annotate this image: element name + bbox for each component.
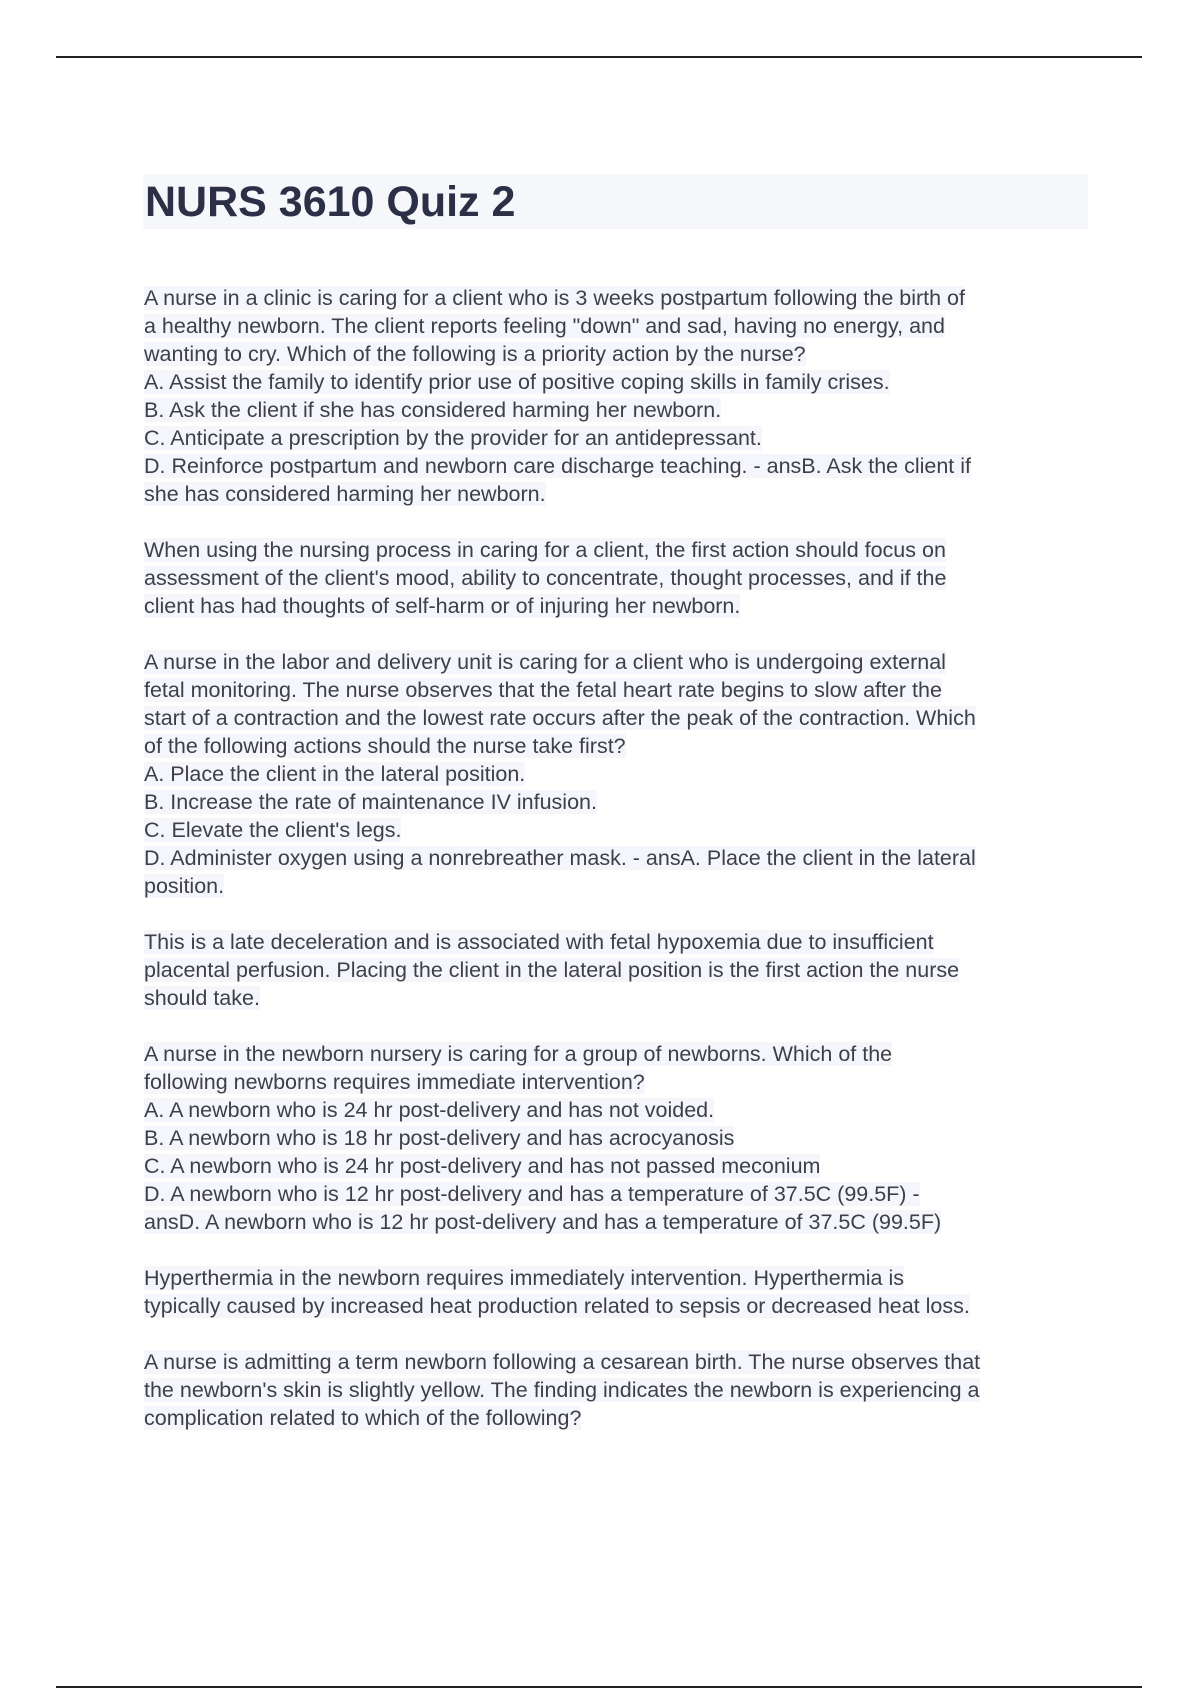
text-line-content: a healthy newborn. The client reports feeling "down" and sad, having no energy, and (144, 314, 945, 338)
text-line-content: This is a late deceleration and is associated with fetal hypoxemia due to insufficient (144, 930, 934, 954)
text-block (144, 648, 1089, 900)
text-line (144, 956, 1089, 984)
text-line (144, 704, 1089, 732)
text-line (144, 564, 1089, 592)
text-line (144, 1124, 1089, 1152)
text-line (144, 1348, 1089, 1376)
text-line (144, 424, 1089, 452)
top-rule (56, 56, 1142, 58)
text-block (144, 928, 1089, 1012)
text-line (144, 368, 1089, 396)
text-line-content: D. Administer oxygen using a nonrebreather mask. - ansA. Place the client in the lateral (144, 846, 976, 870)
text-line-content: client has had thoughts of self-harm or of injuring her newborn. (144, 594, 741, 618)
text-line-content: A nurse in a clinic is caring for a client who is 3 weeks postpartum following the birth of (144, 286, 965, 310)
text-line-content: A nurse in the labor and delivery unit is caring for a client who is undergoing external (144, 650, 946, 674)
text-line (144, 1096, 1089, 1124)
text-line (144, 1152, 1089, 1180)
text-line (144, 1040, 1089, 1068)
text-line (144, 1404, 1089, 1432)
text-line (144, 648, 1089, 676)
text-line-content: B. A newborn who is 18 hr post-delivery and has acrocyanosis (144, 1126, 735, 1150)
text-line (144, 312, 1089, 340)
text-line (144, 760, 1089, 788)
text-line-content: wanting to cry. Which of the following is a priority action by the nurse? (144, 342, 806, 366)
bottom-rule (56, 1686, 1142, 1688)
text-line-content: start of a contraction and the lowest rate occurs after the peak of the contraction. Which (144, 706, 976, 730)
text-block (144, 1040, 1089, 1236)
text-line (144, 1180, 1089, 1208)
text-line-content: ansD. A newborn who is 12 hr post-delivery and has a temperature of 37.5C (99.5F) (144, 1210, 942, 1234)
text-line (144, 284, 1089, 312)
text-line-content: C. Elevate the client's legs. (144, 818, 402, 842)
text-line (144, 816, 1089, 844)
text-line-content: C. A newborn who is 24 hr post-delivery and has not passed meconium (144, 1154, 821, 1178)
title-banner (143, 174, 1088, 229)
text-block (144, 536, 1089, 620)
text-line (144, 928, 1089, 956)
text-line-content: A. Assist the family to identify prior use of positive coping skills in family crises. (144, 370, 890, 394)
text-line-content: When using the nursing process in caring for a client, the first action should focus on (144, 538, 946, 562)
text-line (144, 1376, 1089, 1404)
text-block (144, 1264, 1089, 1320)
text-line (144, 1208, 1089, 1236)
text-line (144, 1068, 1089, 1096)
text-line (144, 676, 1089, 704)
text-line (144, 788, 1089, 816)
text-line-content: the newborn's skin is slightly yellow. The finding indicates the newborn is experiencing a (144, 1378, 980, 1402)
text-line-content: D. A newborn who is 12 hr post-delivery and has a temperature of 37.5C (99.5F) - (144, 1182, 920, 1206)
text-line (144, 480, 1089, 508)
text-line-content: A nurse is admitting a term newborn following a cesarean birth. The nurse observes that (144, 1350, 981, 1374)
text-line-content: should take. (144, 986, 260, 1010)
text-line (144, 1292, 1089, 1320)
text-line (144, 592, 1089, 620)
text-line-content: position. (144, 874, 225, 898)
text-line (144, 452, 1089, 480)
text-line-content: of the following actions should the nurse take first? (144, 734, 626, 758)
text-line-content: D. Reinforce postpartum and newborn care discharge teaching. - ansB. Ask the client if (144, 454, 971, 478)
text-line-content: A. A newborn who is 24 hr post-delivery and has not voided. (144, 1098, 715, 1122)
text-line (144, 732, 1089, 760)
document-body (144, 284, 1089, 1460)
text-line-content: following newborns requires immediate intervention? (144, 1070, 645, 1094)
text-line (144, 340, 1089, 368)
text-line-content: B. Increase the rate of maintenance IV infusion. (144, 790, 597, 814)
text-block (144, 1348, 1089, 1432)
text-line (144, 536, 1089, 564)
text-line (144, 1264, 1089, 1292)
text-line (144, 844, 1089, 872)
text-line-content: typically caused by increased heat production related to sepsis or decreased heat loss. (144, 1294, 970, 1318)
text-line (144, 984, 1089, 1012)
text-line-content: assessment of the client's mood, ability to concentrate, thought processes, and if the (144, 566, 947, 590)
text-line-content: A nurse in the newborn nursery is caring for a group of newborns. Which of the (144, 1042, 893, 1066)
text-line-content: placental perfusion. Placing the client in the lateral position is the first action the nurse (144, 958, 960, 982)
text-block (144, 284, 1089, 508)
text-line (144, 872, 1089, 900)
text-line-content: A. Place the client in the lateral position. (144, 762, 526, 786)
page-title: NURS 3610 Quiz 2 (145, 178, 516, 226)
text-line-content: C. Anticipate a prescription by the provider for an antidepressant. (144, 426, 762, 450)
text-line-content: B. Ask the client if she has considered harming her newborn. (144, 398, 722, 422)
text-line (144, 396, 1089, 424)
text-line-content: fetal monitoring. The nurse observes that the fetal heart rate begins to slow after the (144, 678, 942, 702)
text-line-content: she has considered harming her newborn. (144, 482, 546, 506)
text-line-content: Hyperthermia in the newborn requires immediately intervention. Hyperthermia is (144, 1266, 904, 1290)
text-line-content: complication related to which of the following? (144, 1406, 582, 1430)
